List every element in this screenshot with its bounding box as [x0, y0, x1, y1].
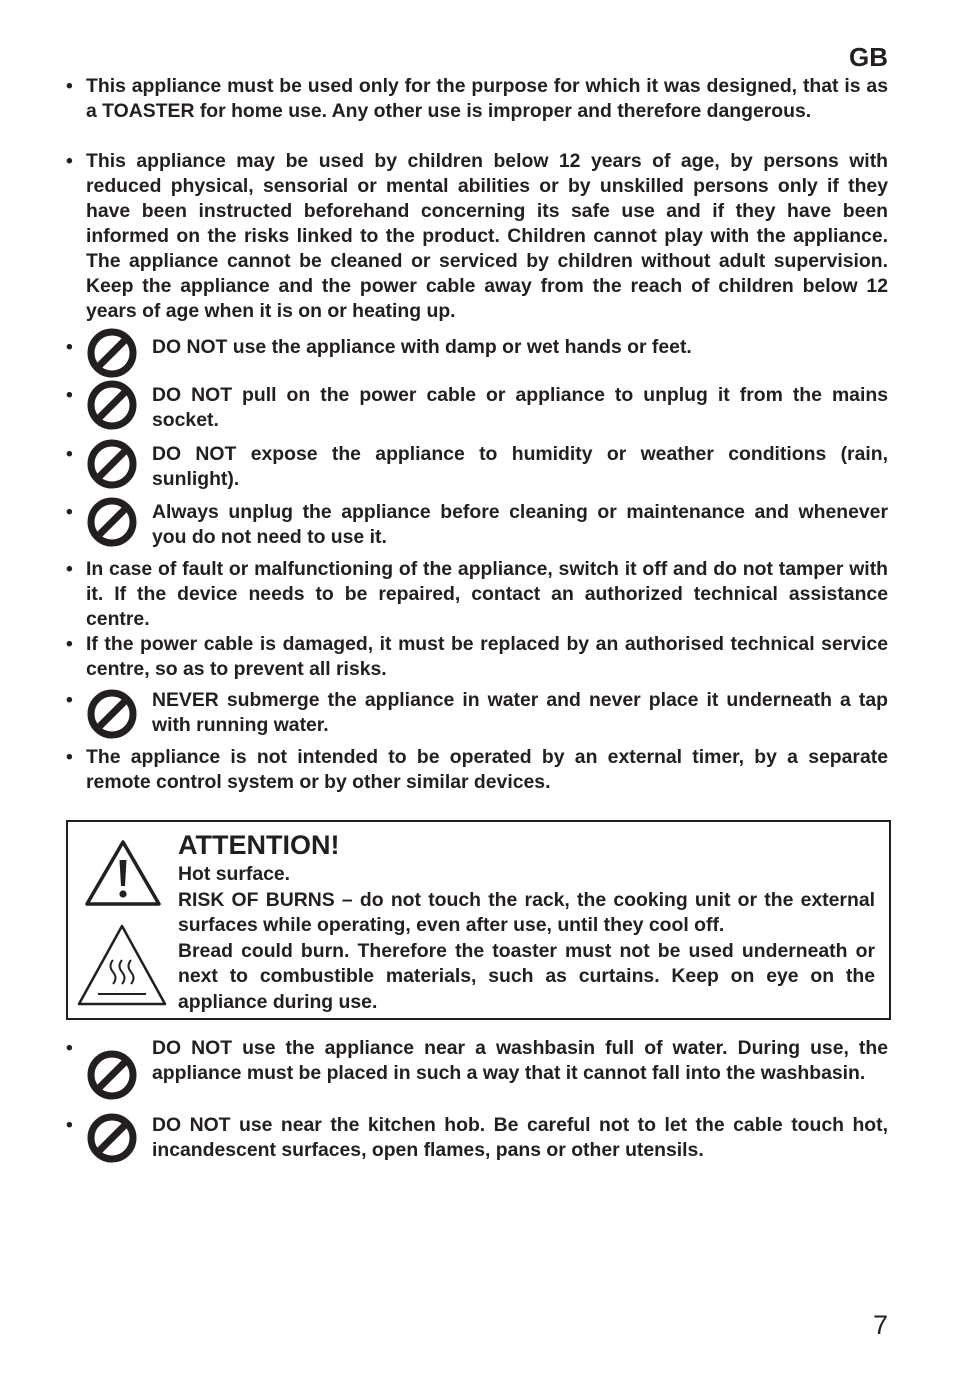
- list-item: [66, 335, 888, 360]
- item-text: This appliance may be used by children below 12 years of age, by persons with reduced physical, sensorial or mental abilities or by unskilled persons only if they have been instructed beforehand concerning its safe use and if they have been informed on the risks linked to the product. Children cannot play with the appliance. The appliance cannot be cleaned or serviced by children without adult supervision. Keep the appliance and the power cable away from the reach of children below 12 years of age when it is on or heating up.: [86, 150, 888, 322]
- list-item: [66, 1113, 888, 1163]
- prohibition-icon: [86, 1112, 138, 1164]
- prohibition-icon: [86, 688, 138, 740]
- bullet: •: [66, 336, 73, 358]
- list-item: [66, 442, 888, 492]
- attention-title: ATTENTION!: [178, 830, 340, 860]
- bullet: •: [66, 384, 73, 406]
- bullet: •: [66, 746, 73, 768]
- item-text: DO NOT use near the kitchen hob. Be careful not to let the cable touch hot, incandescent surfaces, open flames, pans or other utensils.: [152, 1114, 888, 1161]
- item-text: If the power cable is damaged, it must be replaced by an authorised technical service centre, so as to prevent all risks.: [86, 633, 888, 680]
- bullet: •: [66, 689, 73, 711]
- list-item: [66, 383, 888, 433]
- warning-triangle-icon: [84, 838, 162, 908]
- item-text: DO NOT use the appliance with damp or wet hands or feet.: [152, 336, 692, 358]
- hot-surface-icon: [76, 922, 168, 1008]
- attention-body: [178, 862, 875, 1015]
- page-number: 7: [872, 1310, 888, 1340]
- bullet: •: [66, 501, 73, 523]
- item-text: DO NOT expose the appliance to humidity or weather conditions (rain, sunlight).: [152, 443, 888, 490]
- bullet: •: [66, 443, 73, 465]
- item-text: In case of fault or malfunctioning of the appliance, switch it off and do not tamper with it. If the device needs to be repaired, contact an authorized technical assistance centre.: [86, 558, 888, 630]
- prohibition-icon: [86, 438, 138, 490]
- prohibition-icon: [86, 496, 138, 548]
- list-item: [66, 74, 888, 124]
- item-text: This appliance must be used only for the purpose for which it was designed, that is as a TOASTER for home use. Any other use is improper and therefore dangerous.: [86, 75, 888, 122]
- list-item: [66, 149, 888, 324]
- list-item: [66, 632, 888, 682]
- item-text: The appliance is not intended to be operated by an external timer, by a separate remote control system or by other similar devices.: [86, 746, 888, 793]
- prohibition-icon: [86, 379, 138, 431]
- attention-text-burns: RISK OF BURNS – do not touch the rack, the cooking unit or the external surfaces while operating, even after use, until they cool off.: [178, 888, 875, 936]
- bullet: •: [66, 1037, 73, 1059]
- bullet: •: [66, 633, 73, 655]
- list-item: [66, 500, 888, 550]
- list-item: [66, 1036, 888, 1086]
- bullet: •: [66, 558, 73, 580]
- bullet: •: [66, 1114, 73, 1136]
- prohibition-icon: [86, 327, 138, 379]
- attention-text-bread: Bread could burn. Therefore the toaster must not be used underneath or next to combustible materials, such as curtains. Keep on eye on the appliance during use.: [178, 939, 875, 1013]
- list-item: [66, 688, 888, 738]
- attention-box: [66, 820, 891, 1020]
- item-text: NEVER submerge the appliance in water and never place it underneath a tap with running water.: [152, 689, 888, 736]
- prohibition-icon: [86, 1049, 138, 1101]
- attention-subtitle: Hot surface.: [178, 863, 291, 885]
- language-code: GB: [849, 42, 888, 72]
- item-text: Always unplug the appliance before cleaning or maintenance and whenever you do not need to use it.: [152, 501, 888, 548]
- list-item: [66, 745, 888, 795]
- item-text: DO NOT pull on the power cable or appliance to unplug it from the mains socket.: [152, 384, 888, 431]
- bullet: •: [66, 75, 73, 97]
- list-item: [66, 557, 888, 632]
- bullet: •: [66, 150, 73, 172]
- item-text: DO NOT use the appliance near a washbasin full of water. During use, the appliance must be placed in such a way that it cannot fall into the washbasin.: [152, 1037, 888, 1084]
